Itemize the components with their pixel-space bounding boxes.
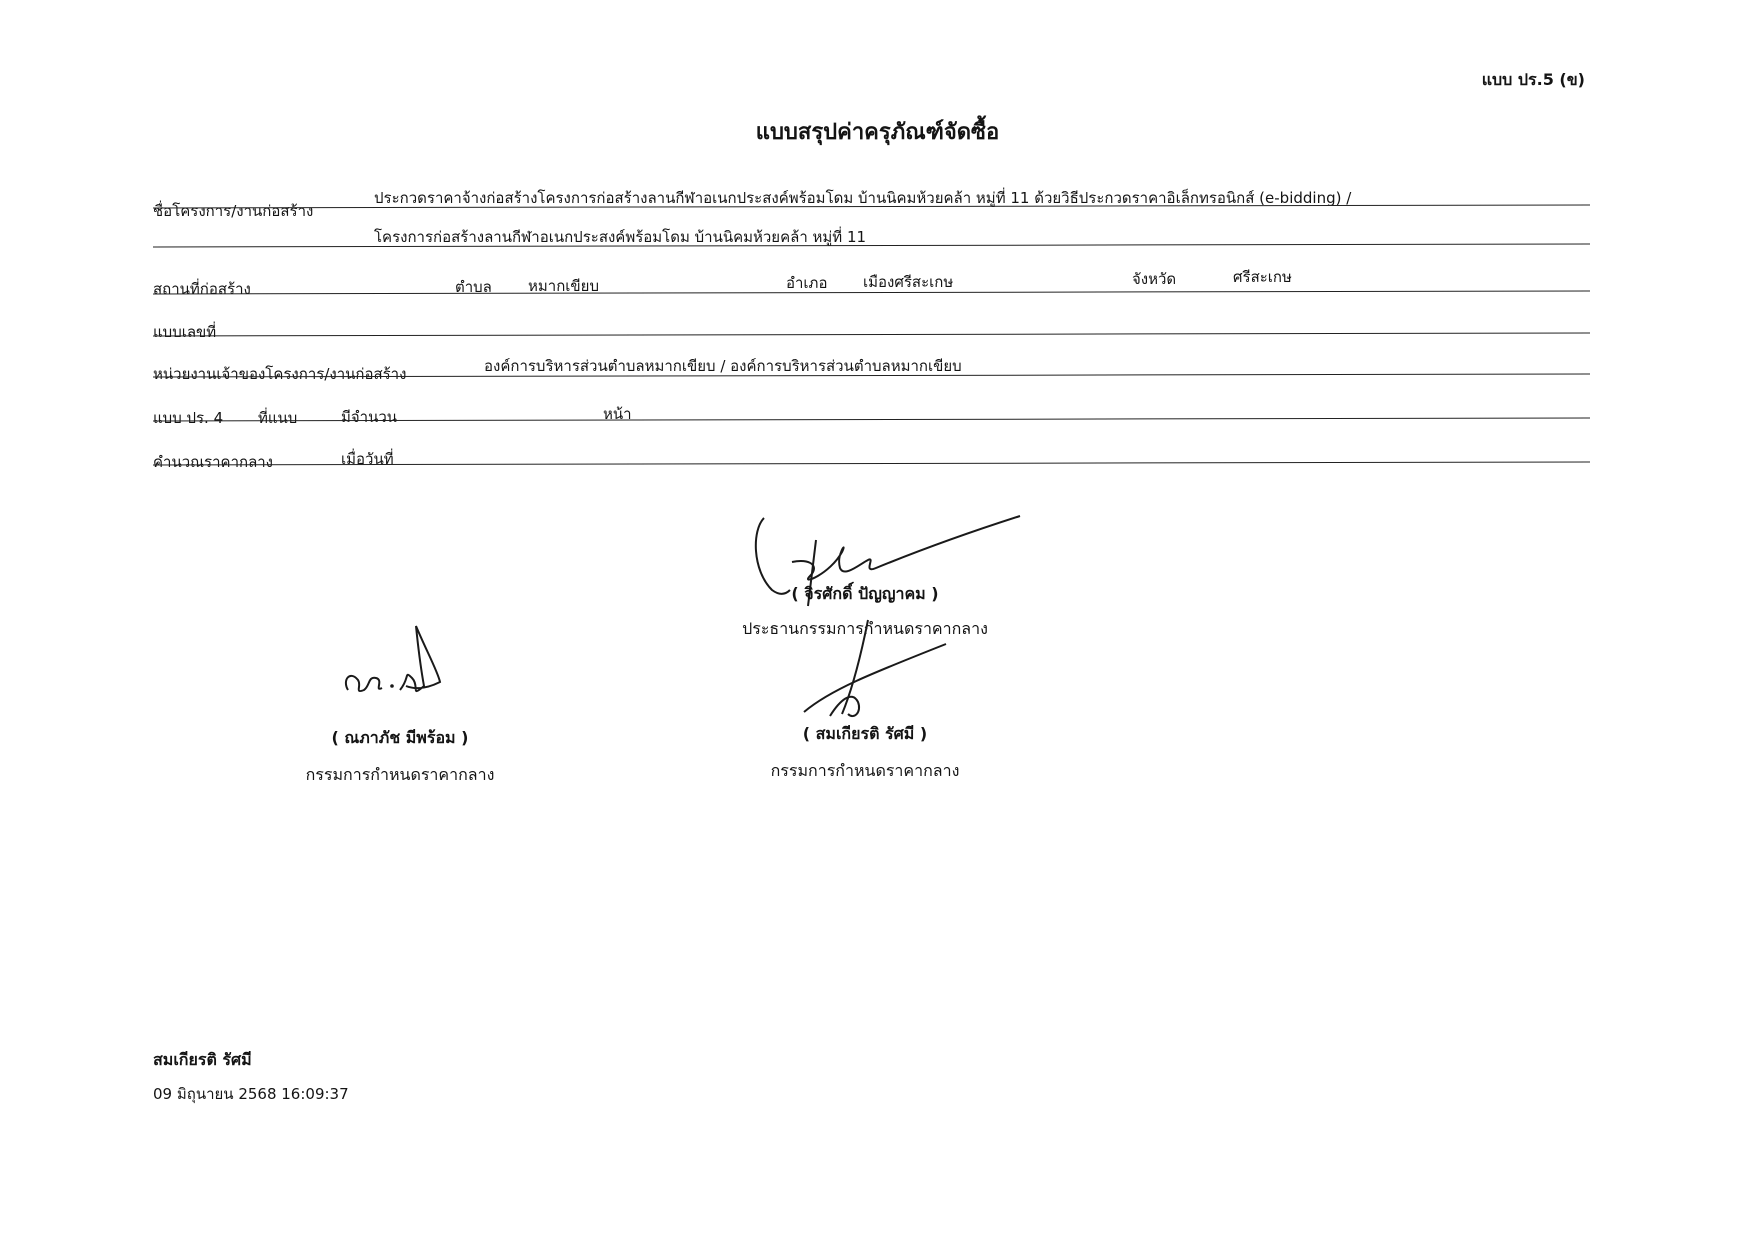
project-name-line1: ประกวดราคาจ้างก่อสร้างโครงการก่อสร้างลานกีฬาอเนกประสงค์พร้อมโดม บ้านนิคมห้วยคล้า หมู่ที่ 11 ด้วยวิธีประกวดราคาอิเล็กทรอนิกส์ (e-bidding) / <box>374 189 1352 207</box>
tambon-label: ตำบล <box>455 278 492 296</box>
owner-value: องค์การบริหารส่วนตำบลหมากเขียบ / องค์การบริหารส่วนตำบลหมากเขียบ <box>484 357 962 375</box>
member-left-name: ( ณภาภัช มีพร้อม ) <box>331 728 469 747</box>
province-value: ศรีสะเกษ <box>1233 268 1292 286</box>
member-right-signature-drawing <box>800 620 960 720</box>
footer-printed-by: สมเกียรติ รัศมี <box>153 1050 252 1069</box>
pages-label: หน้า <box>603 405 632 423</box>
province-label: จังหวัด <box>1132 270 1177 288</box>
footer-printed-at: 09 มิถุนายน 2568 16:09:37 <box>153 1085 349 1103</box>
tambon-value: หมากเขียบ <box>528 277 599 295</box>
amphoe-label: อำเภอ <box>786 274 828 292</box>
form-code: แบบ ปร.5 (ข) <box>1481 70 1585 89</box>
chair-name: ( จิรศักดิ์ ปัญญาคม ) <box>791 584 939 603</box>
attachment-form-label: แบบ ปร. 4 <box>153 409 224 427</box>
chair-title: ประธานกรรมการกำหนดราคากลาง <box>742 619 988 638</box>
member-left-signature-block <box>260 726 540 788</box>
attached-label: ที่แนบ <box>258 409 298 427</box>
member-left-signature-drawing <box>340 620 450 710</box>
member-left-title: กรรมการกำหนดราคากลาง <box>305 765 495 784</box>
member-right-name: ( สมเกียรติ รัศมี ) <box>802 724 928 743</box>
owner-label: หน่วยงานเจ้าของโครงการ/งานก่อสร้าง <box>153 365 407 383</box>
member-right-signature-block <box>720 722 1010 784</box>
drawing-number-rule <box>153 332 1590 336</box>
amphoe-value: เมืองศรีสะเกษ <box>863 273 954 291</box>
project-rule-2 <box>153 243 1590 247</box>
drawing-number-label: แบบเลขที่ <box>153 323 217 341</box>
location-label: สถานที่ก่อสร้าง <box>153 280 251 298</box>
member-right-title: กรรมการกำหนดราคากลาง <box>770 761 960 780</box>
calculated-label: คำนวณราคากลาง <box>153 453 274 471</box>
page-count-label: มีจำนวน <box>341 408 398 426</box>
document-title: แบบสรุปค่าครุภัณฑ์จัดซื้อ <box>755 120 1000 145</box>
project-name-line2: โครงการก่อสร้างลานกีฬาอเนกประสงค์พร้อมโดม บ้านนิคมห้วยคล้า หมู่ที่ 11 <box>374 228 867 246</box>
calculated-date-label: เมื่อวันที่ <box>341 450 394 468</box>
project-label: ชื่อโครงการ/งานก่อสร้าง <box>153 202 314 220</box>
